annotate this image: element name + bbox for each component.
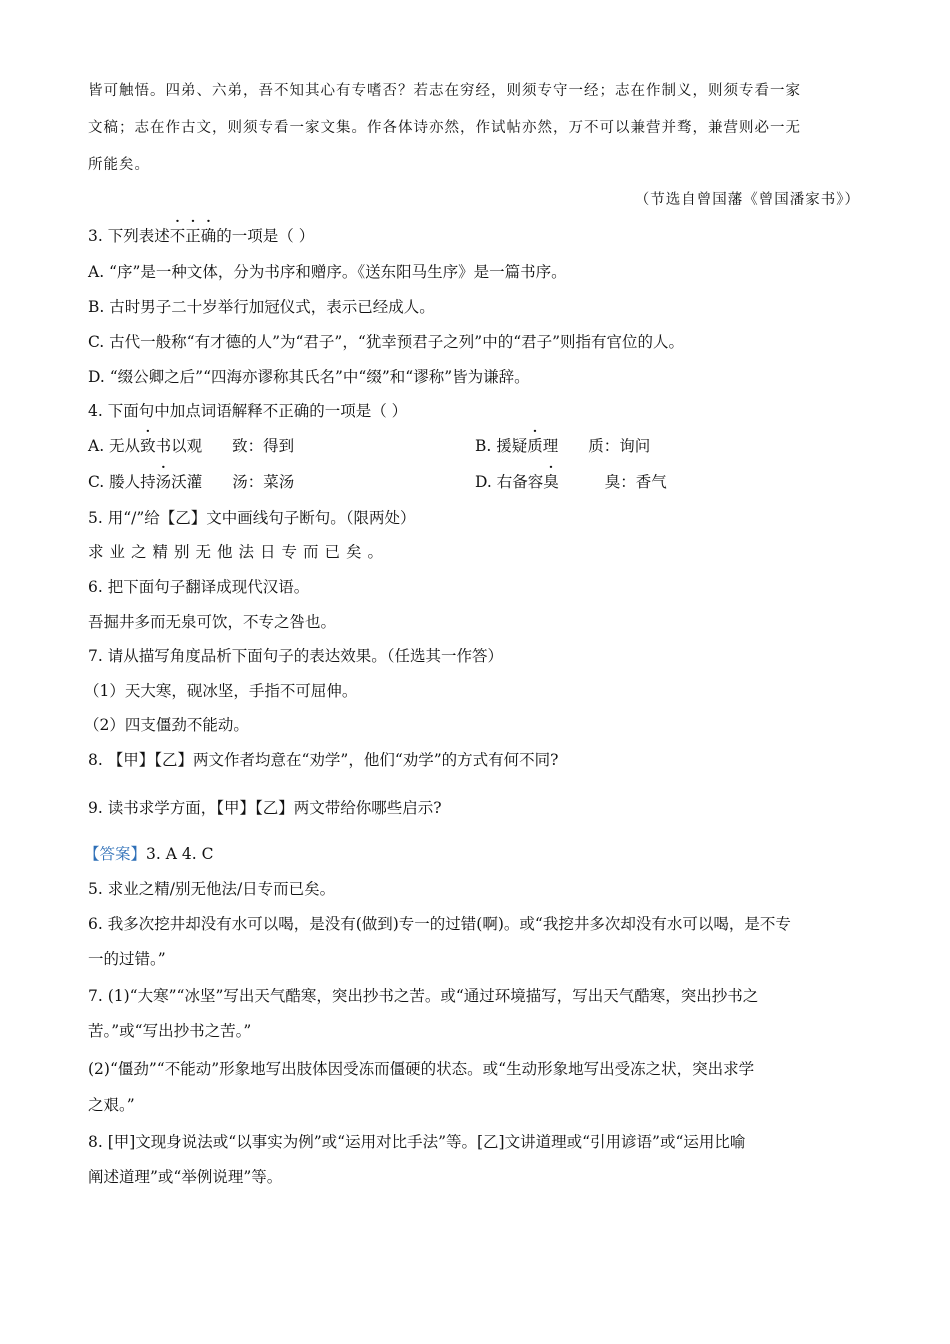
question-4: 4. 下面句中加点词语解释不正确的一项是（ ）	[88, 402, 408, 420]
answer-7-2-cont: 之艰。”	[88, 1096, 135, 1114]
answer-6-cont: 一的过错。”	[88, 950, 166, 968]
q6-sentence: 吾掘井多而无泉可饮，不专之咎也。	[88, 613, 337, 631]
answer-header: 【答案】3. A 4. C	[84, 845, 214, 863]
option-b: B. 古时男子二十岁举行加冠仪式，表示已经成人。	[88, 298, 435, 316]
q7-item-2: （2）四支僵劲不能动。	[84, 716, 249, 734]
question-3: 3. 下列表述不正确的一项是（ ）	[88, 227, 315, 245]
question-6: 6. 把下面句子翻译成现代汉语。	[88, 578, 310, 596]
question-9: 9. 读书求学方面，【甲】【乙】两文带给你哪些启示?	[88, 799, 442, 817]
answer-7-2: (2)“僵劲”“不能动”形象地写出肢体因受冻而僵硬的状态。或“生动形象地写出受冻之状，突出求学	[88, 1060, 755, 1078]
option-c: C. 古代一般称“有才德的人”为“君子”，“犹幸预君子之列”中的“君子”则指有官位的人。	[88, 333, 685, 351]
q4-option-a: A. 无从致书以观 致：得到	[88, 437, 295, 455]
answer-8-cont: 阐述道理”或“举例说理”等。	[88, 1168, 283, 1186]
answer-7: 7. (1)“大寒”“冰坚”写出天气酷寒，突出抄书之苦。或“通过环境描写，写出天气酷寒，突出抄书之	[88, 987, 759, 1005]
q4-row-cd	[88, 471, 868, 493]
q4-option-c: C. 媵人持汤沃灌 汤：菜汤	[88, 473, 295, 491]
question-5: 5. 用“/”给【乙】文中画线句子断句。（限两处）	[88, 509, 416, 527]
q4-option-d: D. 右备容臭 臭：香气	[475, 473, 667, 491]
passage-line: 所能矣。	[88, 157, 150, 173]
option-a: A. “序”是一种文体，分为书序和赠序。《送东阳马生序》是一篇书序。	[88, 263, 567, 281]
q4-option-b: B. 援疑质理 质：询问	[475, 437, 651, 455]
passage-line: 文稿；志在作古文，则须专看一家文集。作各体诗亦然，作试帖亦然，万不可以兼营并骛，兼营则必一无	[88, 120, 801, 136]
answer-8: 8. [甲]文现身说法或“以事实为例”或“运用对比手法”等。[乙]文讲道理或“引用谚语”或“运用比喻	[88, 1133, 746, 1151]
question-7: 7. 请从描写角度品析下面句子的表达效果。（任选其一作答）	[88, 647, 503, 665]
passage-line: 皆可触悟。四弟、六弟，吾不知其心有专嗜否？若志在穷经，则须专守一经；志在作制义，则须专看一家	[88, 83, 801, 99]
answer-7-cont: 苦。”或“写出抄书之苦。”	[88, 1022, 252, 1040]
answer-label: 【答案】	[84, 845, 147, 863]
option-d: D. “缀公卿之后”“四海亦谬称其氏名”中“缀”和“谬称”皆为谦辞。	[88, 368, 530, 386]
q4-row-ab	[88, 435, 868, 457]
answer-5: 5. 求业之精/别无他法/日专而已矣。	[88, 880, 336, 898]
passage-source: （节选自曾国藩《曾国潘家书》）	[634, 192, 860, 208]
q7-item-1: （1）天大寒，砚冰坚，手指不可屈伸。	[84, 682, 358, 700]
answer-6: 6. 我多次挖井却没有水可以喝，是没有(做到)专一的过错(啊)。或“我挖井多次却没有水可以喝，是不专	[88, 915, 791, 933]
q5-sentence: 求业之精别无他法日专而已矣。	[88, 543, 390, 561]
question-8: 8. 【甲】【乙】两文作者均意在“劝学”，他们“劝学”的方式有何不同?	[88, 751, 559, 769]
